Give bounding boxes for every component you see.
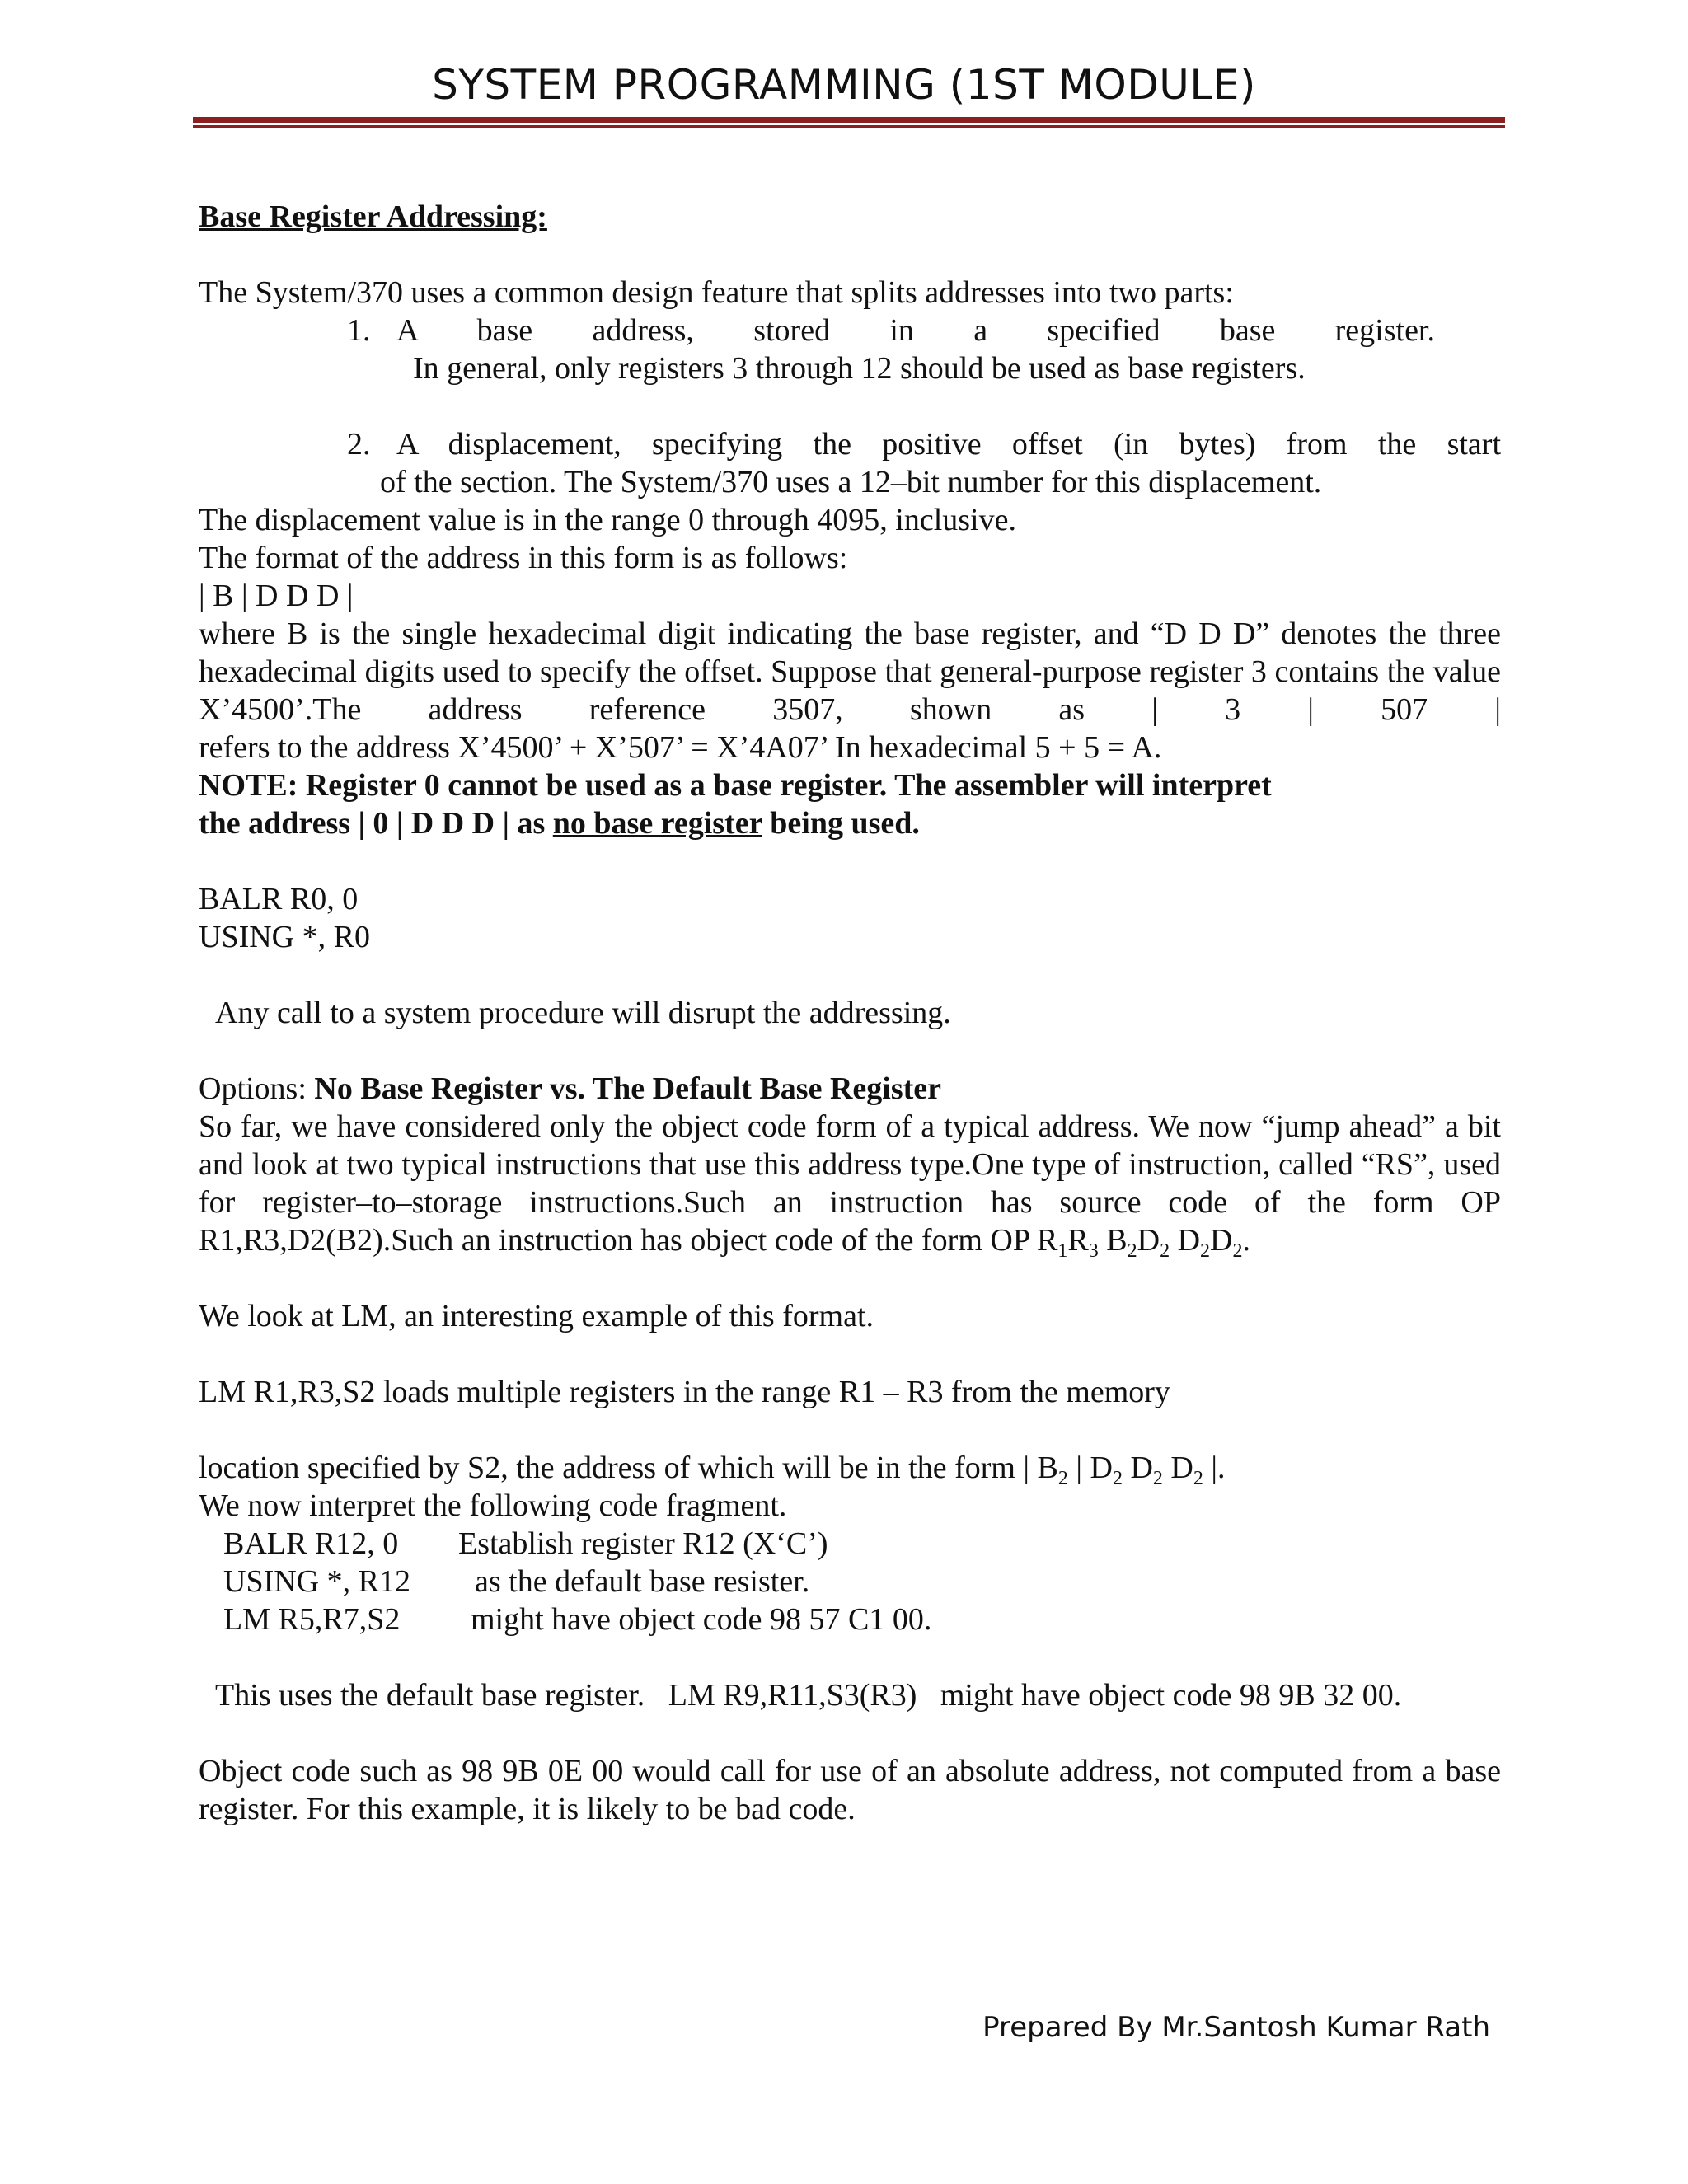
note-line-2: the address | 0 | D D D | as no base register being used. [199, 806, 920, 841]
location-line: location specified by S2, the address of which will be in the form | $B_2$ | $D_2$ $D_2$ $D_2$ |. [199, 1451, 1226, 1489]
list-number: 1. [347, 313, 371, 348]
format-explanation: where B is the single hexadecimal digit indicating the base register, and “D D D” denotes the three hexadecimal digits used to specify the offset. Suppose that general-purpose register 3 contains the value X’4500’.The address reference 3507, shown as | 3 | 507 | [199, 616, 1501, 727]
list-text: A base address, stored in a specified base register. [396, 313, 1435, 348]
list-item-1-sub: In general, only registers 3 through 12 should be used as base registers. [413, 351, 1306, 386]
page-footer: Prepared By Mr.Santosh Kumar Rath [982, 2011, 1490, 2044]
fragment-row [223, 1601, 1501, 1638]
format-intro: The format of the address in this form is as follows: [199, 541, 848, 575]
format-explanation-end: refers to the address X’4500’ + X’507’ = X’4A07’ In hexadecimal 5 + 5 = A. [199, 730, 1162, 765]
rs-paragraph: So far, we have considered only the object code form of a typical address. We now “jump ahead” a bit and look at two typical instructions that use this address type.One type of instruction, called “RS”, used for register–to–storage instructions.Such an instruction has source code of the form OP R1,R3,D2(B2).Such an instruction has object code of the form OP $R_1R_3$ $B_2D_2$ $D_2D_2$. [199, 1109, 1501, 1262]
header-rule-thick [193, 117, 1505, 123]
list-text: A displacement, specifying the positive offset (in bytes) from the start [396, 427, 1501, 462]
list-number: 2. [347, 427, 371, 462]
list-item-2 [199, 425, 1501, 463]
address-format: | B | D D D | [199, 579, 354, 613]
code-fragment [199, 1525, 1501, 1638]
fragment-comment: Establish register R12 (X‘C’) [458, 1526, 828, 1561]
absolute-address-paragraph: Object code such as 98 9B 0E 00 would call for use of an absolute address, not computed from a base register. For this example, it is likely to be bad code. [199, 1754, 1501, 1826]
lm-intro: We look at LM, an interesting example of this format. [199, 1299, 874, 1333]
note-line-1: NOTE: Register 0 cannot be used as a base register. The assembler will interpret [199, 768, 1272, 803]
interpret-intro: We now interpret the following code fragment. [199, 1488, 787, 1523]
document-body [199, 198, 1501, 1828]
lm-description: LM R1,R3,S2 loads multiple registers in the range R1 – R3 from the memory [199, 1375, 1170, 1409]
fragment-code: USING *, R12 [223, 1564, 410, 1599]
intro-text: The System/370 uses a common design feature that splits addresses into two parts: [199, 275, 1234, 310]
disrupt-note: Any call to a system procedure will disrupt the addressing. [215, 996, 951, 1030]
fragment-code: LM R5,R7,S2 [223, 1602, 401, 1637]
default-base-line: This uses the default base register. LM R9,R11,S3(R3) might have object code 98 9B 32 00. [215, 1678, 1402, 1713]
options-heading: Options: No Base Register vs. The Default Base Register [199, 1071, 941, 1106]
page-header-title: SYSTEM PROGRAMMING (1ST MODULE) [432, 61, 1256, 109]
list-item-1 [199, 312, 1501, 349]
code-using-r0: USING *, R0 [199, 920, 370, 954]
fragment-comment: as the default base resister. [475, 1564, 810, 1599]
fragment-comment: might have object code 98 57 C1 00. [471, 1602, 932, 1637]
fragment-row [223, 1563, 1501, 1601]
fragment-row [223, 1525, 1501, 1563]
displacement-range: The displacement value is in the range 0 through 4095, inclusive. [199, 503, 1016, 537]
fragment-code: BALR R12, 0 [223, 1526, 399, 1561]
list-item-2-cont: of the section. The System/370 uses a 12–bit number for this displacement. [380, 465, 1322, 499]
section-title: Base Register Addressing: [199, 199, 547, 234]
header-rule-thin [193, 125, 1505, 128]
code-balr-r0: BALR R0, 0 [199, 882, 359, 916]
